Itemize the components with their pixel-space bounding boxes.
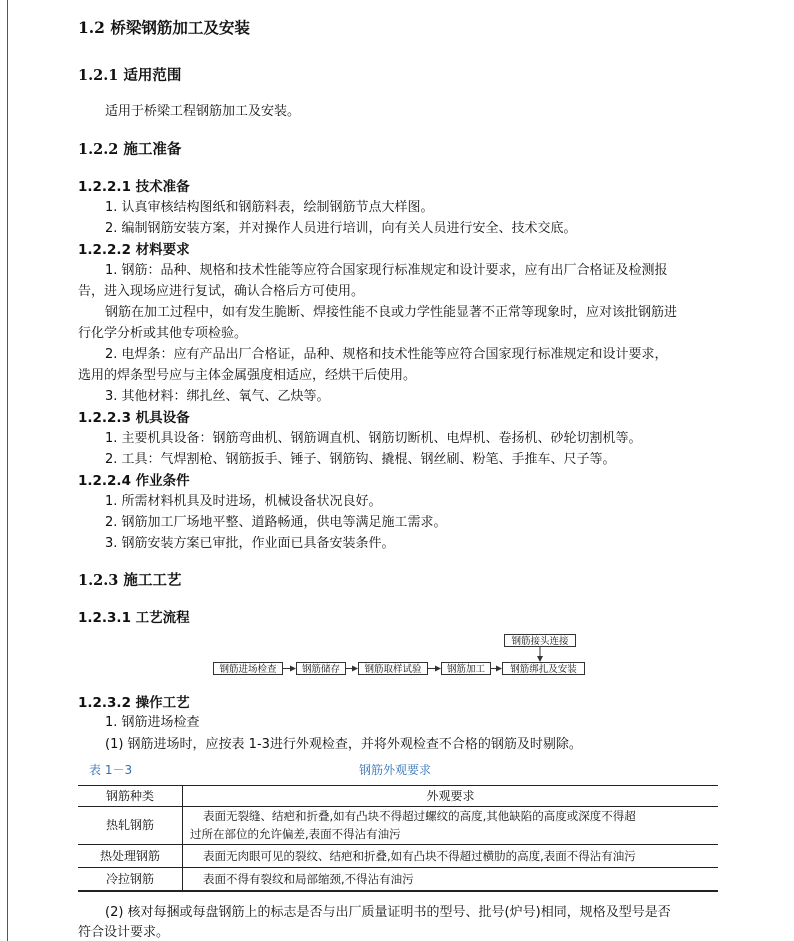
flow-box: 钢筋加工	[441, 662, 491, 675]
tech-item: 1. 认真审核结构图纸和钢筋料表，绘制钢筋节点大样图。	[105, 200, 434, 215]
heading-operations: 1.2.3.2 操作工艺	[78, 695, 190, 711]
table-cell-req: 表面无裂缝、结疤和折叠,如有凸块不得超过螺纹的高度,其他缺陷的高度或深度不得超	[203, 809, 636, 823]
table-rule	[78, 867, 718, 868]
material-line: 钢筋在加工过程中，如有发生脆断、焊接性能不良或力学性能显著不正常等现象时，应对该批钢筋进	[105, 305, 678, 320]
section-heading-1-2-1: 1.2.1 适用范围	[78, 67, 182, 84]
table-caption: 钢筋外观要求	[359, 763, 432, 777]
material-line: 选用的焊条型号应与主体金属强度相适应，经烘干后使用。	[78, 368, 417, 383]
scope-text: 适用于桥梁工程钢筋加工及安装。	[105, 104, 301, 119]
table-rule	[78, 806, 718, 807]
equipment-item: 1. 主要机具设备：钢筋弯曲机、钢筋调直机、钢筋切断机、电焊机、卷扬机、砂轮切割机等。	[105, 431, 642, 446]
table-label: 表 1－3	[89, 763, 133, 777]
table-cell-req: 表面无肉眼可见的裂纹、结疤和折叠,如有凸块不得超过横肋的高度,表面不得沾有油污	[203, 849, 636, 863]
equipment-item: 2. 工具：气焊割枪、钢筋扳手、锤子、钢筋钩、撬棍、钢丝刷、粉笔、手推车、尺子等。	[105, 452, 616, 467]
material-line: 3. 其他材料：绑扎丝、氧气、乙炔等。	[105, 389, 330, 404]
section-heading-1-2-3: 1.2.3 施工工艺	[78, 572, 182, 589]
ops-paragraph: (1) 钢筋进场时，应按表 1-3进行外观检查，并将外观检查不合格的钢筋及时剔除。	[105, 737, 582, 752]
material-line: 告，进入现场应进行复试，确认合格后方可使用。	[78, 284, 365, 299]
ops-paragraph: 符合设计要求。	[78, 925, 170, 940]
table-rule	[78, 844, 718, 845]
table-cell-req: 表面不得有裂纹和局部缩颈,不得沾有油污	[203, 872, 414, 886]
section-heading-1-2-2: 1.2.2 施工准备	[78, 141, 182, 158]
flow-box: 钢筋进场检查	[213, 662, 283, 675]
condition-item: 1. 所需材料机具及时进场，机械设备状况良好。	[105, 494, 382, 509]
table-rule-top	[78, 785, 718, 786]
tech-item: 2. 编制钢筋安装方案，并对操作人员进行培训，向有关人员进行安全、技术交底。	[105, 221, 577, 236]
flow-box: 钢筋取样试验	[358, 662, 428, 675]
material-line: 1. 钢筋：品种、规格和技术性能等应符合国家现行标准规定和设计要求，应有出厂合格证及检测报	[105, 263, 668, 278]
table-cell-type: 热轧钢筋	[105, 818, 154, 832]
heading-process-flow: 1.2.3.1 工艺流程	[78, 610, 190, 626]
heading-material: 1.2.2.2 材料要求	[78, 242, 190, 258]
table-cell-type: 冷拉钢筋	[105, 872, 154, 886]
ops-paragraph: (2) 核对每捆或每盘钢筋上的标志是否与出厂质量证明书的型号、批号(炉号)相同，规格及型号是否	[105, 905, 671, 920]
heading-tech-prep: 1.2.2.1 技术准备	[78, 179, 190, 195]
heading-conditions: 1.2.2.4 作业条件	[78, 473, 190, 489]
table-header-type: 钢筋种类	[105, 789, 154, 803]
flow-box: 钢筋绑扎及安装	[502, 662, 585, 675]
section-heading-1-2: 1.2 桥梁钢筋加工及安装	[78, 18, 250, 37]
material-line: 2. 电焊条：应有产品出厂合格证，品种、规格和技术性能等应符合国家现行标准规定和设计要求，	[105, 347, 668, 362]
table-rule-bottom	[78, 890, 718, 892]
ops-subheading: 1. 钢筋进场检查	[105, 715, 200, 730]
condition-item: 3. 钢筋安装方案已审批，作业面已具备安装条件。	[105, 536, 395, 551]
heading-equipment: 1.2.2.3 机具设备	[78, 410, 190, 426]
condition-item: 2. 钢筋加工厂场地平整、道路畅通，供电等满足施工需求。	[105, 515, 447, 530]
material-line: 行化学分析或其他专项检验。	[78, 326, 248, 341]
table-header-req: 外观要求	[426, 789, 475, 803]
table-cell-type: 热处理钢筋	[99, 849, 160, 863]
table-cell-req: 过所在部位的允许偏差,表面不得沾有油污	[190, 827, 401, 841]
flow-box-top: 钢筋接头连接	[504, 634, 576, 647]
flow-box: 钢筋储存	[296, 662, 346, 675]
